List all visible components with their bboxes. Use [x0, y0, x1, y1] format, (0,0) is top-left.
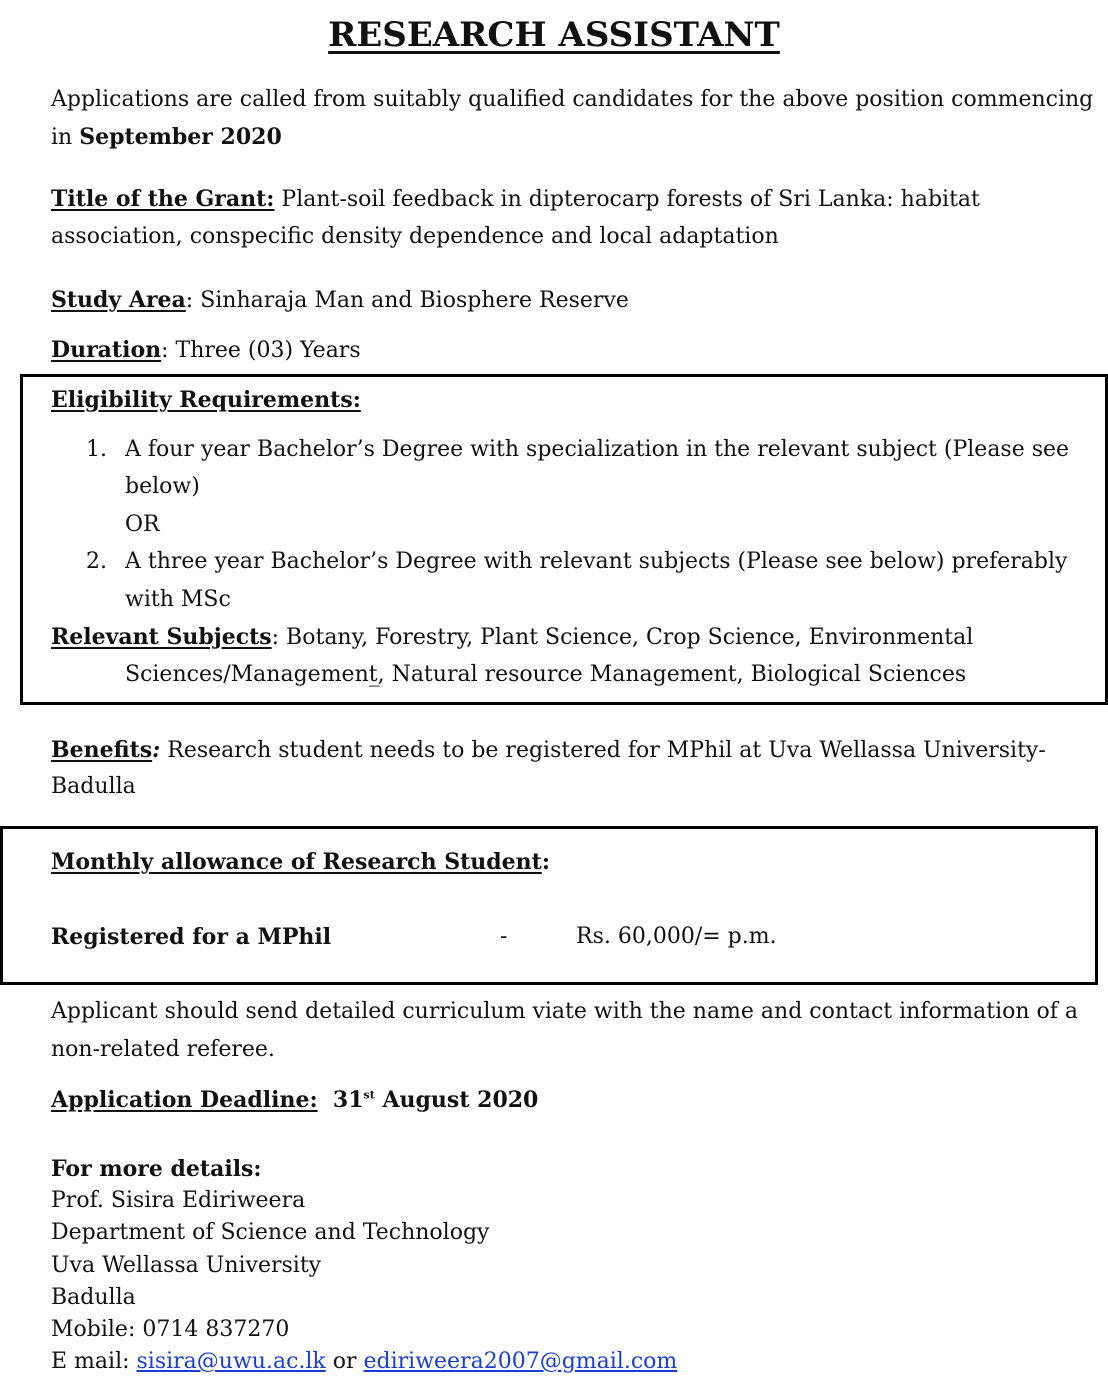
- study-area: [51, 281, 629, 320]
- eligibility-item-2-number: 2.: [86, 549, 107, 574]
- contact-email-line: [51, 1343, 677, 1381]
- deadline-rest: August 2020: [374, 1087, 539, 1113]
- grant-label: Title of the Grant:: [51, 186, 275, 212]
- grant-line-1: [51, 180, 980, 219]
- cv-line-2: non-related referee.: [51, 1037, 275, 1062]
- relevant-subjects-value: : Botany, Forestry, Plant Science, Crop Science, Environmental: [271, 625, 974, 650]
- allowance-heading: [51, 843, 550, 882]
- cv-line-1: Applicant should send detailed curriculum viate with the name and contact information of a: [51, 999, 1079, 1024]
- relevant-subjects-label: Relevant Subjects: [51, 624, 272, 650]
- grant-line-2: association, conspecific density dependence and local adaptation: [51, 224, 779, 249]
- benefits-value: Research student needs to be registered for MPhil at Uva Wellassa University-: [160, 738, 1046, 763]
- benefits-colon: :: [152, 737, 161, 763]
- grant-title: Plant-soil feedback in dipterocarp forests of Sri Lanka: habitat: [274, 187, 980, 212]
- eligibility-item-1-line-2: below): [125, 474, 200, 499]
- deadline-day: 31: [332, 1087, 364, 1113]
- duration-value: : Three (03) Years: [161, 338, 361, 363]
- benefits-line-1: [51, 731, 1046, 770]
- allowance-colon: :: [541, 849, 550, 875]
- contact-department: Department of Science and Technology: [51, 1220, 490, 1245]
- allowance-row-label: Registered for a MPhil: [51, 924, 332, 950]
- eligibility-item-1-number: 1.: [86, 437, 107, 462]
- page-title: RESEARCH ASSISTANT: [328, 15, 780, 55]
- start-date: September 2020: [79, 124, 282, 150]
- intro-line-1: Applications are called from suitably qualified candidates for the above position commencing: [51, 87, 1094, 112]
- allowance-row-dash: -: [500, 924, 508, 949]
- study-area-value: : Sinharaja Man and Biosphere Reserve: [185, 288, 629, 313]
- eligibility-item-2-line-2: with MSc: [125, 587, 231, 612]
- relevant-subjects-line-1: [51, 618, 973, 657]
- deadline: [51, 1081, 538, 1119]
- deadline-day-suffix: st: [363, 1088, 375, 1102]
- study-area-label: Study Area: [51, 287, 186, 313]
- email-prefix: E mail:: [51, 1349, 137, 1374]
- duration-label: Duration: [51, 337, 162, 363]
- eligibility-label: Eligibility Requirements:: [51, 387, 361, 413]
- intro-prefix: in: [51, 125, 80, 150]
- benefits-line-2: Badulla: [51, 774, 136, 799]
- email-or: or: [325, 1349, 364, 1374]
- duration: [51, 331, 361, 370]
- contact-city: Badulla: [51, 1285, 136, 1310]
- eligibility-item-2-line-1: A three year Bachelor’s Degree with relevant subjects (Please see below) preferably: [125, 549, 1068, 574]
- contact-university: Uva Wellassa University: [51, 1253, 322, 1278]
- eligibility-or: OR: [125, 512, 160, 537]
- deadline-label: Application Deadline:: [51, 1087, 318, 1113]
- intro-line-2: [51, 118, 282, 157]
- contact-heading: For more details:: [51, 1156, 262, 1182]
- contact-mobile: Mobile: 0714 837270: [51, 1317, 290, 1342]
- email-link-uwu[interactable]: sisira@uwu.ac.lk: [136, 1349, 326, 1374]
- allowance-row-value: Rs. 60,000/= p.m.: [576, 924, 777, 949]
- allowance-label: Monthly allowance of Research Student: [51, 849, 542, 875]
- benefits-label: Benefits: [51, 737, 153, 763]
- email-link-gmail[interactable]: ediriweera2007@gmail.com: [363, 1349, 678, 1374]
- contact-name: Prof. Sisira Ediriweera: [51, 1188, 306, 1213]
- eligibility-item-1-line-1: A four year Bachelor’s Degree with specialization in the relevant subject (Please see: [125, 437, 1070, 462]
- relevant-subjects-line-2: Sciences/Management̲, Natural resource Management, Biological Sciences: [125, 662, 967, 687]
